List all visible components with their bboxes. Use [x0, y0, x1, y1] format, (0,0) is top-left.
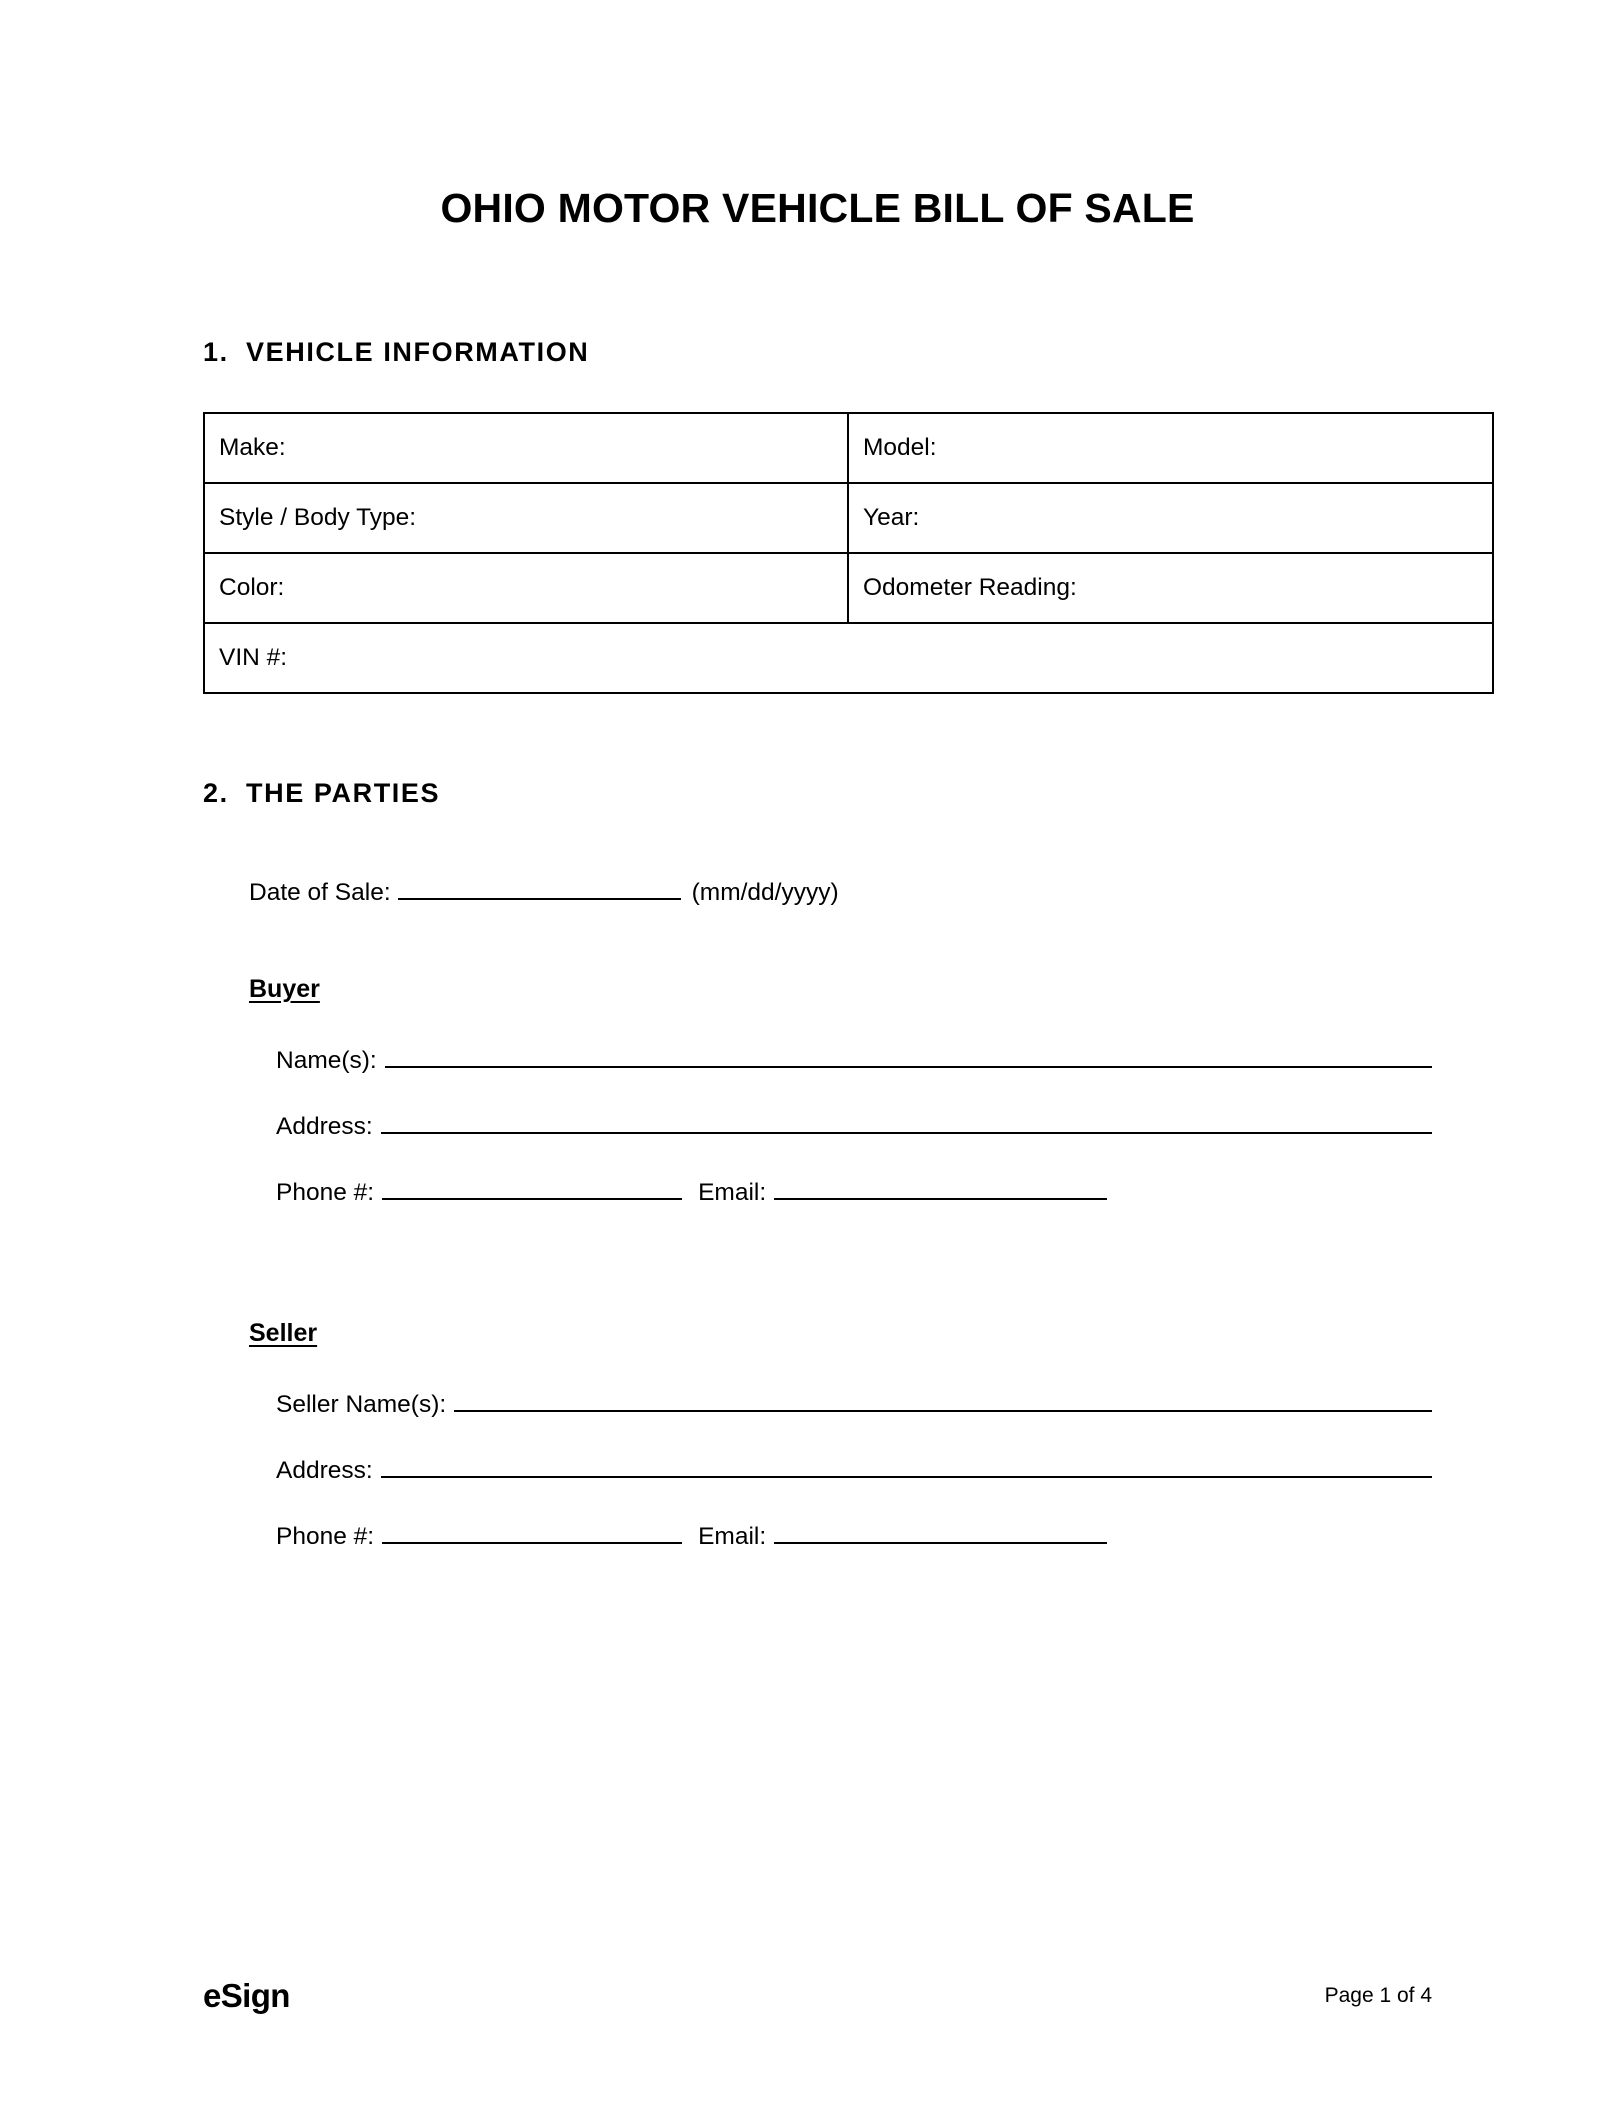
buyer-address-label: Address:	[276, 1113, 373, 1141]
section-title-parties: THE PARTIES	[246, 778, 441, 809]
buyer-phone-input[interactable]	[382, 1176, 682, 1200]
esign-logo: eSign	[203, 1977, 290, 2014]
field-color[interactable]: Color:	[204, 553, 848, 623]
date-format-hint: (mm/dd/yyyy)	[691, 879, 839, 907]
seller-contact-row	[276, 1520, 1432, 1551]
section-heading-the-parties	[203, 778, 1432, 809]
seller-phone-label: Phone #:	[276, 1523, 375, 1551]
buyer-block	[203, 907, 1432, 1207]
seller-block	[203, 1251, 1432, 1551]
date-of-sale-input[interactable]	[398, 876, 681, 900]
field-year[interactable]: Year:	[848, 483, 1493, 553]
buyer-address-row	[276, 1110, 1432, 1141]
document-content	[203, 0, 1432, 1551]
buyer-contact-row	[276, 1176, 1432, 1207]
buyer-phone-label: Phone #:	[276, 1179, 375, 1207]
table-row	[204, 623, 1493, 693]
buyer-email-label: Email:	[698, 1179, 767, 1207]
table-row	[204, 413, 1493, 483]
page-footer	[203, 1977, 1432, 2015]
section-number-parties: 2.	[203, 778, 229, 809]
field-odometer-reading[interactable]: Odometer Reading:	[848, 553, 1493, 623]
table-row	[204, 483, 1493, 553]
section-title-vehicle: VEHICLE INFORMATION	[246, 337, 590, 368]
page-number: Page 1 of 4	[1324, 1984, 1432, 2007]
table-row	[204, 553, 1493, 623]
seller-name-input[interactable]	[454, 1388, 1432, 1412]
buyer-name-label: Name(s):	[276, 1047, 377, 1075]
parties-section	[203, 778, 1432, 1551]
vehicle-information-table	[203, 412, 1494, 694]
field-model[interactable]: Model:	[848, 413, 1493, 483]
seller-email-input[interactable]	[774, 1520, 1107, 1544]
page-title: OHIO MOTOR VEHICLE BILL OF SALE	[440, 185, 1195, 231]
field-vin[interactable]: VIN #:	[204, 623, 1493, 693]
seller-name-row	[276, 1388, 1432, 1419]
seller-address-input[interactable]	[381, 1454, 1432, 1478]
date-of-sale-row	[249, 876, 1432, 907]
section-number-vehicle: 1.	[203, 337, 229, 368]
buyer-email-input[interactable]	[774, 1176, 1107, 1200]
field-style-body-type[interactable]: Style / Body Type:	[204, 483, 848, 553]
seller-address-label: Address:	[276, 1457, 373, 1485]
buyer-heading: Buyer	[249, 975, 320, 1004]
field-make[interactable]: Make:	[204, 413, 848, 483]
section-heading-vehicle-information	[203, 337, 1432, 368]
seller-address-row	[276, 1454, 1432, 1485]
date-of-sale-label: Date of Sale:	[249, 879, 391, 907]
seller-email-label: Email:	[698, 1523, 767, 1551]
buyer-name-row	[276, 1044, 1432, 1075]
seller-heading: Seller	[249, 1319, 318, 1348]
seller-phone-input[interactable]	[382, 1520, 682, 1544]
buyer-name-input[interactable]	[385, 1044, 1432, 1068]
seller-name-label: Seller Name(s):	[276, 1391, 447, 1419]
buyer-address-input[interactable]	[381, 1110, 1432, 1134]
